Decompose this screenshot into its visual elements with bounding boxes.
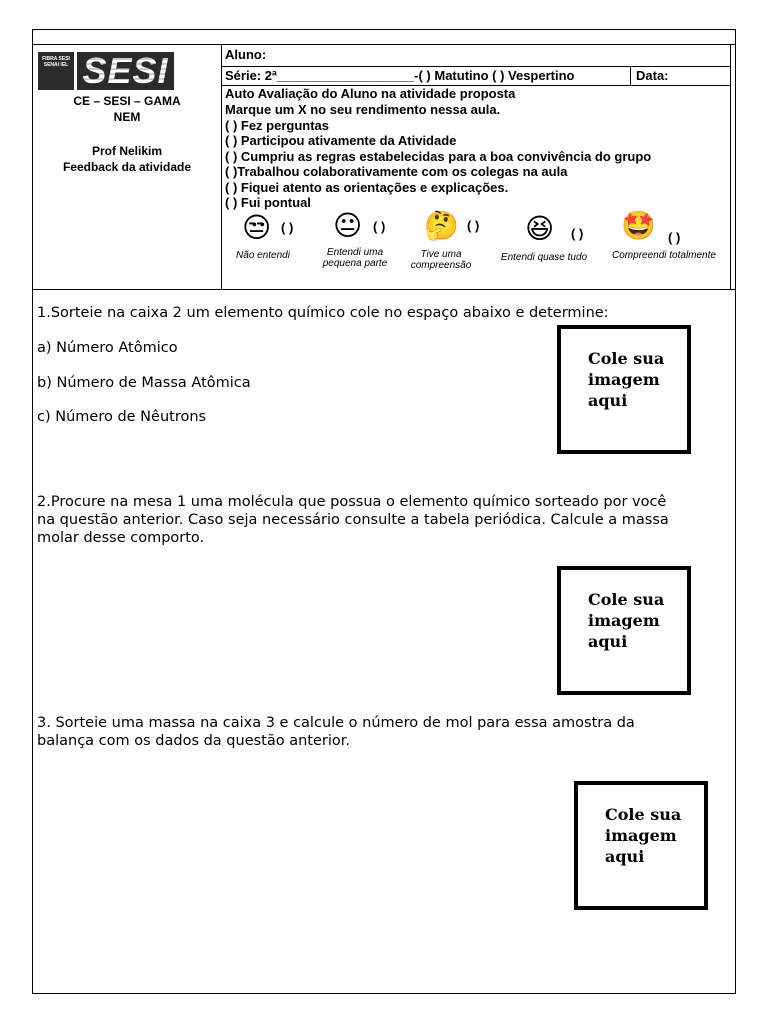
header-row-line [221, 66, 731, 67]
unamused-face-icon: 😒 [242, 211, 272, 244]
feedback-title: Feedback da atividade [62, 160, 192, 174]
org-program: NEM [113, 110, 141, 124]
org-name: CE – SESI – GAMA [73, 94, 181, 108]
question-1: 1.Sorteie na caixa 2 um elemento químico cole no espaço abaixo e determine: [37, 305, 609, 321]
teacher-name: Prof Nelikim [91, 144, 163, 158]
question-3-line: 3. Sorteie uma massa na caixa 3 e calcule o número de mol para essa amostra da [37, 715, 635, 731]
rating-label: Compreendi totalmente [612, 250, 716, 261]
question-2-line: 2.Procure na mesa 1 uma molécula que possua o elemento químico sorteado por você [37, 494, 667, 510]
header-right-border [730, 44, 731, 290]
paste-image-box[interactable] [574, 781, 708, 910]
grinning-face-icon: 😆 [525, 212, 555, 245]
question-2-line: na questão anterior. Caso seja necessário consulte a tabela periódica. Calcule a massa [37, 512, 669, 528]
aluno-label: Aluno: [225, 47, 267, 62]
paste-image-box[interactable] [557, 325, 691, 454]
paste-image-box[interactable] [557, 566, 691, 695]
rating-label: Tive uma compreensão [410, 249, 472, 271]
rating-label: Entendi uma pequena parte [322, 247, 388, 269]
paste-image-label: Cole sua imagem aqui [588, 590, 665, 651]
self-eval-item[interactable]: ( ) Fez perguntas [225, 118, 330, 133]
self-eval-item[interactable]: ( ) Fiquei atento as orientações e explicações. [225, 180, 509, 195]
question-2-line: molar desse comporto. [37, 530, 205, 546]
rating-label: Não entendi [236, 250, 290, 261]
header-divider [221, 44, 222, 290]
rating-checkbox[interactable]: ( ) [668, 230, 681, 245]
header-col-line [630, 66, 631, 85]
serie-label: Série: 2ª___________________-( ) Matutino ( ) Vespertino [225, 68, 575, 83]
self-eval-item[interactable]: ( ) Fui pontual [225, 195, 311, 210]
rating-checkbox[interactable]: ( ) [467, 218, 480, 233]
sesi-logo: SESI [77, 52, 174, 90]
paste-image-label: Cole sua imagem aqui [605, 805, 682, 866]
rating-checkbox[interactable]: ( ) [373, 219, 386, 234]
self-eval-item[interactable]: ( ) Participou ativamente da Atividade [225, 133, 457, 148]
paste-image-label: Cole sua imagem aqui [588, 349, 665, 410]
question-3-line: balança com os dados da questão anterior. [37, 733, 351, 749]
self-eval-title: Auto Avaliação do Aluno na atividade proposta [225, 86, 516, 101]
thinking-face-icon: 🤔 [424, 209, 459, 242]
fibra-logo: FIBRA SESI SENAI IEL [38, 52, 74, 90]
rating-checkbox[interactable]: ( ) [281, 220, 294, 235]
question-1c: c) Número de Nêutrons [37, 409, 207, 425]
question-1b: b) Número de Massa Atômica [37, 375, 251, 391]
self-eval-item[interactable]: ( )Trabalhou colaborativamente com os colegas na aula [225, 164, 568, 179]
rating-label: Entendi quase tudo [500, 252, 588, 263]
self-eval-instruction: Marque um X no seu rendimento nessa aula. [225, 102, 501, 117]
question-1a: a) Número Atômico [37, 340, 178, 356]
star-struck-face-icon: 🤩 [621, 209, 656, 242]
date-label: Data: [636, 68, 669, 83]
neutral-face-icon: 😐 [333, 209, 363, 242]
self-eval-item[interactable]: ( ) Cumpriu as regras estabelecidas para a boa convivência do grupo [225, 149, 652, 164]
rating-checkbox[interactable]: ( ) [571, 226, 584, 241]
